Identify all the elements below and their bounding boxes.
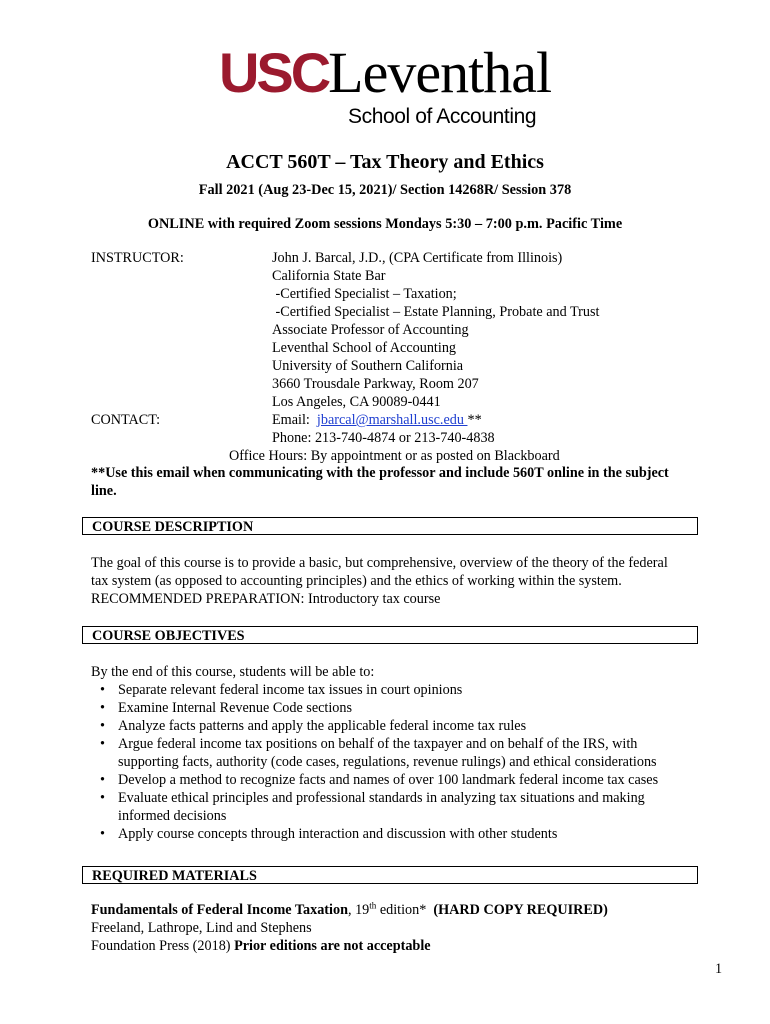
bullet-icon: • [100, 772, 105, 788]
email-suffix: ** [467, 412, 482, 428]
publisher-line [91, 937, 608, 955]
objective-text: Evaluate ethical principles and professional standards in analyzing tax situations and making informed decisions [118, 790, 645, 824]
objective-text: Examine Internal Revenue Code sections [118, 700, 353, 716]
bullet-icon: • [100, 682, 105, 698]
instructor-line: -Certified Specialist – Taxation; [272, 286, 457, 302]
contact-label: CONTACT: [91, 412, 161, 428]
instructor-label: INSTRUCTOR: [91, 250, 184, 266]
office-hours-line: Office Hours: By appointment or as posted on Blackboard [229, 448, 560, 464]
prior-editions-note: Prior editions are not acceptable [234, 938, 431, 954]
publisher: Foundation Press (2018) [91, 938, 235, 954]
instructor-line: Los Angeles, CA 90089-0441 [272, 394, 441, 410]
objective-text: Apply course concepts through interaction and discussion with other students [118, 826, 558, 842]
instructor-line: -Certified Specialist – Estate Planning, Probate and Trust [272, 304, 600, 320]
hard-copy-note: (HARD COPY REQUIRED) [433, 902, 608, 918]
recommended-preparation: RECOMMENDED PREPARATION: Introductory tax course [91, 591, 441, 607]
email-note [91, 464, 711, 500]
edition-sup: th [369, 900, 377, 911]
objective-text: Separate relevant federal income tax issues in court opinions [118, 682, 463, 698]
instructor-line: Associate Professor of Accounting [272, 322, 469, 338]
instructor-line: Leventhal School of Accounting [272, 340, 457, 356]
list-item [91, 735, 698, 771]
phone-line: Phone: 213-740-4874 or 213-740-4838 [272, 430, 495, 446]
usc-leventhal-logo [0, 40, 770, 105]
textbook-title: Fundamentals of Federal Income Taxation [91, 902, 348, 918]
edition-suffix: edition* [376, 902, 434, 918]
online-session-line: ONLINE with required Zoom sessions Mondays 5:30 – 7:00 p.m. Pacific Time [147, 216, 623, 232]
course-description-text [91, 554, 721, 608]
course-description-heading: COURSE DESCRIPTION [82, 517, 698, 535]
list-item [91, 717, 698, 735]
logo-usc-text: USC [218, 41, 329, 104]
term-line: Fall 2021 (Aug 23-Dec 15, 2021)/ Section 14268R/ Session 378 [198, 182, 572, 198]
objective-text: Argue federal income tax positions on behalf of the taxpayer and on behalf of the IRS, with supporting facts, authority (code cases, regulations, revenue rulings) and ethical considerations [118, 736, 657, 770]
list-item [91, 681, 698, 699]
description-line: The goal of this course is to provide a basic, but comprehensive, overview of the theory of the federal [91, 555, 668, 571]
email-note-line1: **Use this email when communicating with the professor and include 560T online in the subject [91, 465, 669, 481]
required-materials-heading: REQUIRED MATERIALS [82, 866, 698, 884]
objective-text: Analyze facts patterns and apply the applicable federal income tax rules [118, 718, 527, 734]
bullet-icon: • [100, 736, 105, 752]
instructor-line: University of Southern California [272, 358, 464, 374]
textbook-line [91, 901, 608, 919]
objectives-intro: By the end of this course, students will be able to: [91, 664, 375, 680]
required-materials-text [91, 901, 608, 955]
objective-text: Develop a method to recognize facts and names of over 100 landmark federal income tax cases [118, 772, 659, 788]
description-line: tax system (as opposed to accounting principles) and the ethics of working within the system. [91, 573, 622, 589]
edition-prefix: , 19 [347, 902, 370, 918]
bullet-icon: • [100, 718, 105, 734]
page-number: 1 [715, 961, 723, 977]
bullet-icon: • [100, 700, 105, 716]
logo-leventhal-text: Leventhal [328, 40, 552, 105]
logo-school-text: School of Accounting [348, 105, 537, 128]
list-item [91, 699, 698, 717]
course-objectives-list [91, 663, 711, 843]
list-item [91, 789, 698, 825]
course-title: ACCT 560T – Tax Theory and Ethics [226, 151, 544, 173]
instructor-line: 3660 Trousdale Parkway, Room 207 [272, 376, 479, 392]
textbook-authors: Freeland, Lathrope, Lind and Stephens [91, 920, 312, 936]
email-link[interactable]: jbarcal@marshall.usc.edu [316, 412, 468, 428]
instructor-line: California State Bar [272, 268, 386, 284]
email-note-line2: line. [91, 483, 117, 499]
instructor-details [272, 249, 599, 411]
bullet-icon: • [100, 826, 105, 842]
instructor-line: John J. Barcal, J.D., (CPA Certificate from Illinois) [272, 250, 563, 266]
email-line [272, 411, 482, 429]
list-item [91, 771, 698, 789]
bullet-icon: • [100, 790, 105, 806]
list-item [91, 825, 698, 843]
email-label: Email: [272, 412, 310, 428]
course-objectives-heading: COURSE OBJECTIVES [82, 626, 698, 644]
